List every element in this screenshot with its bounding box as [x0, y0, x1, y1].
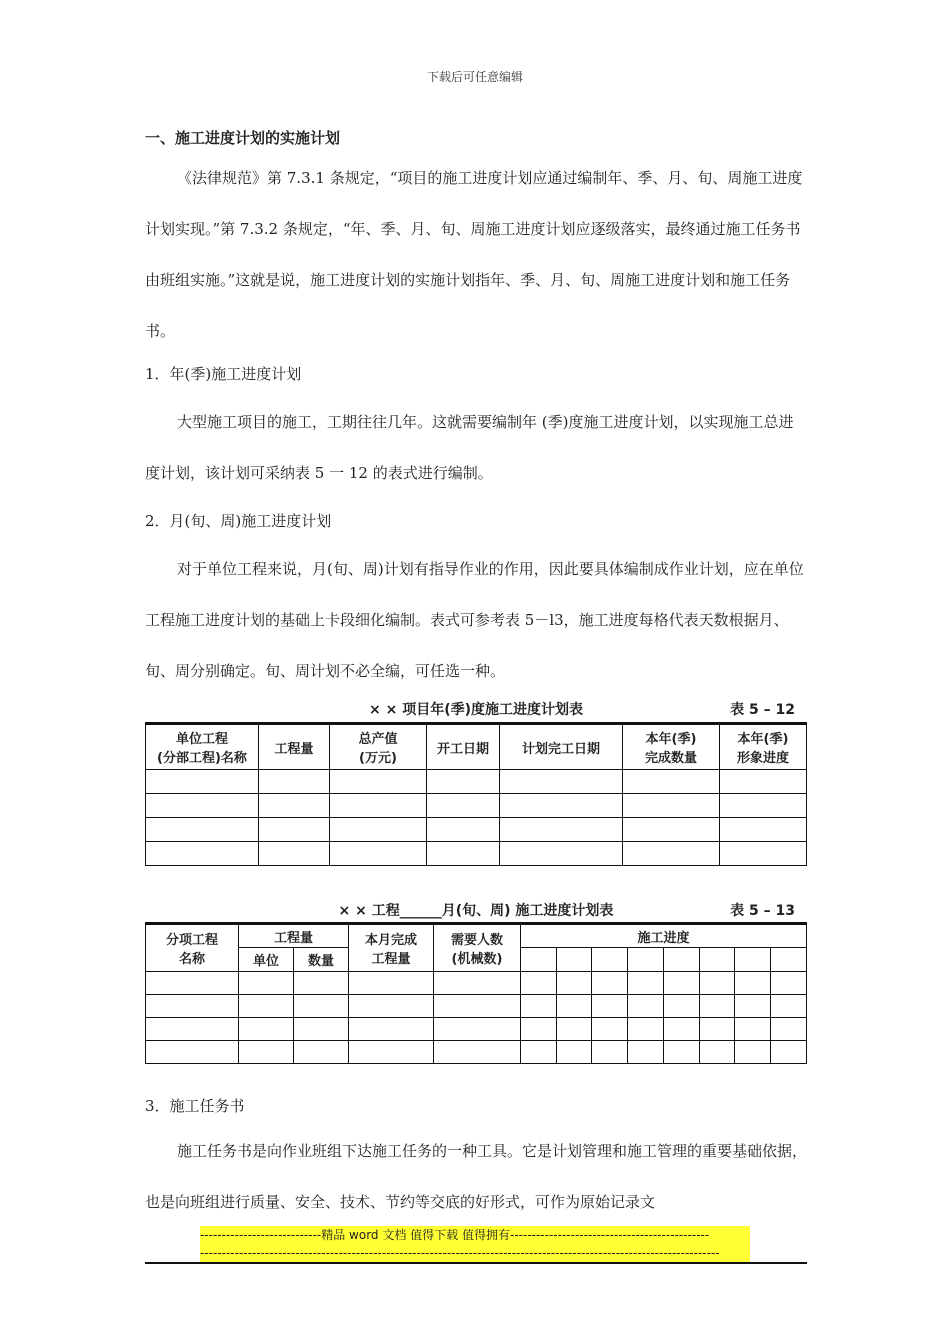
subheading-3: 3．施工任务书 — [145, 1097, 245, 1115]
t1-h-done: 本年(季) 完成数量 — [623, 724, 720, 770]
paragraph-3 — [145, 544, 807, 697]
table-row — [146, 818, 807, 842]
table-row — [146, 1041, 807, 1064]
t1-h-qty: 工程量 — [259, 724, 330, 770]
t2-h-item: 分项工程 名称 — [146, 924, 239, 972]
table-row — [146, 842, 807, 866]
t2-h-people: 需要人数 (机械数) — [434, 924, 521, 972]
table2-caption — [145, 900, 807, 920]
t2-h-month: 本月完成 工程量 — [349, 924, 434, 972]
subheading-2: 2．月(旬、周)施工进度计划 — [145, 512, 332, 530]
table1-title: × × 项目年(季)度施工进度计划表 — [368, 702, 583, 718]
footer-rule — [145, 1262, 807, 1264]
t1-h-image: 本年(季) 形象进度 — [720, 724, 807, 770]
paragraph-1-text: 《法律规范》第 7.3.1 条规定，“项目的施工进度计划应通过编制年、季、月、旬、周施工进度计划实现。”第 7.3.2 条规定，“年、季、月、旬、周施工进度计划应逐级落实，最终通过施工任务书由班组实施。”这就是说，施工进度计划的实施计划指年、季、月、旬、周施工进度计划和施工任务书。 — [145, 169, 803, 340]
table-row — [146, 1018, 807, 1041]
table2-title: × × 工程______月(旬、周) 施工进度计划表 — [338, 903, 614, 919]
paragraph-4 — [145, 1126, 807, 1228]
subheading-1: 1．年(季)施工进度计划 — [145, 365, 302, 383]
banner-line-1: ----------------------------精品 word 文档 值得下载 值得拥有---------------------------------------------- — [200, 1228, 710, 1242]
table-row — [146, 995, 807, 1018]
t2-h-unit: 单位 — [239, 948, 294, 972]
table1-caption — [145, 699, 807, 719]
paragraph-2 — [145, 397, 807, 499]
table-row — [146, 770, 807, 794]
table1-number: 表 5 – 12 — [730, 702, 795, 718]
t2-h-amount: 数量 — [294, 948, 349, 972]
paragraph-3-text: 对于单位工程来说，月(旬、周)计划有指导作业的作用，因此要具体编制成作业计划，应在单位工程施工进度计划的基础上卡段细化编制。表式可参考表 5－l3，施工进度每格代表天数根据月、旬、周分别确定。旬、周计划不必全编，可任选一种。 — [145, 560, 804, 680]
table-row — [146, 794, 807, 818]
table2-number: 表 5 – 13 — [730, 903, 795, 919]
t2-h-progress: 施工进度 — [521, 924, 807, 948]
t1-h-end: 计划完工日期 — [500, 724, 623, 770]
table-5-13 — [145, 922, 807, 1064]
paragraph-2-text: 大型施工项目的施工，工期往往几年。这就需要编制年 (季)度施工进度计划，以实现施工总进度计划，该计划可采纳表 5 一 12 的表式进行编制。 — [145, 413, 794, 482]
section-title: 一、施工进度计划的实施计划 — [145, 129, 341, 147]
paragraph-4-text: 施工任务书是向作业班组下达施工任务的一种工具。它是计划管理和施工管理的重要基础依据，也是向班组进行质量、安全、技术、节约等交底的好形式，可作为原始记录文 — [145, 1142, 808, 1211]
t1-h-name: 单位工程 (分部工程)名称 — [146, 724, 259, 770]
footer-banner — [200, 1226, 750, 1262]
paragraph-1 — [145, 153, 807, 357]
banner-line-2: ------------------------------------------------------------------------------------------------------------------------ — [200, 1246, 720, 1260]
table-row — [146, 972, 807, 995]
t1-h-start: 开工日期 — [427, 724, 500, 770]
t2-h-qty: 工程量 — [239, 924, 349, 948]
page-header: 下载后可任意编辑 — [426, 70, 523, 84]
t1-h-value: 总产值 (万元) — [330, 724, 427, 770]
table-5-12 — [145, 722, 807, 866]
